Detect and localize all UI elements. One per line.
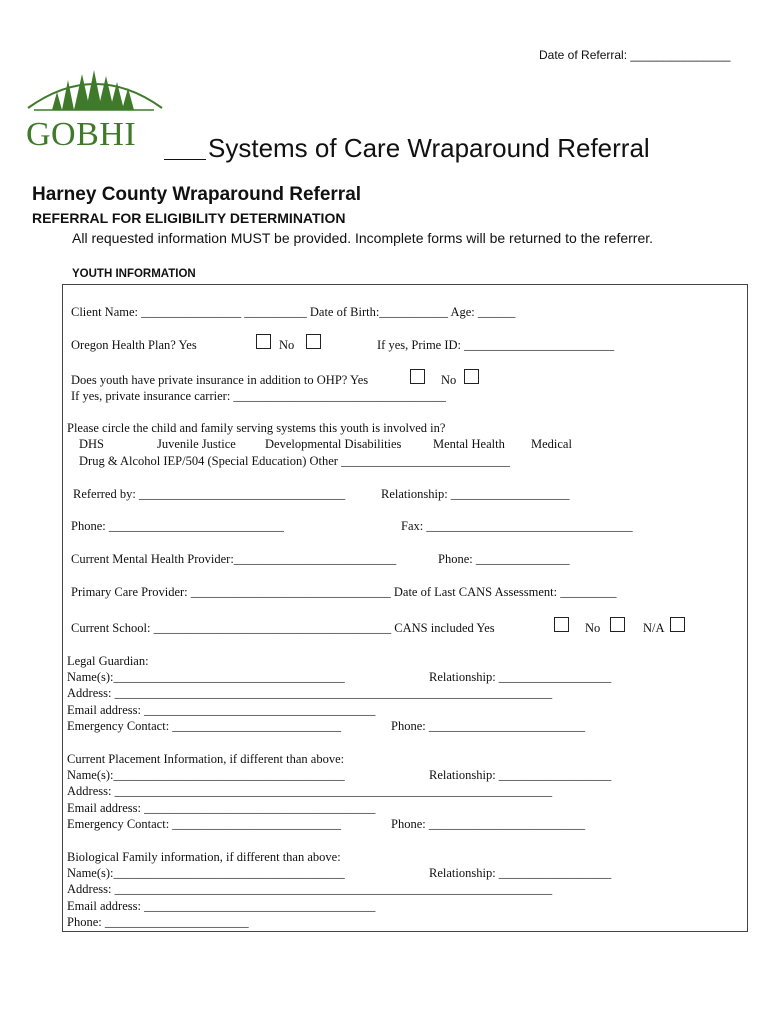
cans-na-checkbox[interactable] bbox=[670, 617, 685, 632]
guardian-phone-field[interactable]: Phone: _________________________ bbox=[391, 719, 586, 733]
bio-phone-field[interactable]: Phone: _______________________ bbox=[67, 915, 249, 929]
legal-guardian-heading: Legal Guardian: bbox=[67, 654, 149, 668]
guardian-emergency-contact-field[interactable]: Emergency Contact: ___________________________ bbox=[67, 719, 342, 733]
gobhi-logo bbox=[24, 66, 166, 154]
system-option-mental-health[interactable]: Mental Health bbox=[433, 437, 505, 451]
cans-no-checkbox[interactable] bbox=[610, 617, 625, 632]
ohp-no-label: No bbox=[279, 338, 295, 352]
cans-no-label: No bbox=[585, 621, 601, 635]
phone-field[interactable]: Phone: ____________________________ bbox=[71, 519, 284, 533]
system-option-dhs[interactable]: DHS bbox=[79, 437, 105, 451]
private-insurance-question: Does youth have private insurance in addition to OHP? Yes bbox=[71, 373, 369, 387]
prime-id-field[interactable]: If yes, Prime ID: ________________________ bbox=[377, 338, 615, 352]
guardian-relationship-field[interactable]: Relationship: __________________ bbox=[429, 670, 612, 684]
placement-heading: Current Placement Information, if different than above: bbox=[67, 752, 345, 766]
bio-address-field[interactable]: Address: ______________________________________________________________________ bbox=[67, 882, 553, 896]
guardian-address-field[interactable]: Address: ______________________________________________________________________ bbox=[67, 686, 553, 700]
cans-yes-checkbox[interactable] bbox=[554, 617, 569, 632]
county-title: Harney County Wraparound Referral bbox=[32, 184, 362, 205]
systems-question: Please circle the child and family serving systems this youth is involved in? bbox=[67, 421, 446, 435]
date-of-referral-field[interactable]: Date of Referral: _______________ bbox=[539, 48, 731, 62]
system-option-developmental-disabilities[interactable]: Developmental Disabilities bbox=[265, 437, 402, 451]
private-insurance-no-label: No bbox=[441, 373, 457, 387]
section-label-youth-information: YOUTH INFORMATION bbox=[72, 268, 196, 280]
current-school-field[interactable]: Current School: ______________________________________ CANS included Yes bbox=[71, 621, 495, 635]
private-insurance-no-checkbox[interactable] bbox=[464, 369, 479, 384]
placement-relationship-field[interactable]: Relationship: __________________ bbox=[429, 768, 612, 782]
mental-health-provider-field[interactable]: Current Mental Health Provider:__________________________ bbox=[71, 552, 397, 566]
referrer-relationship-field[interactable]: Relationship: ___________________ bbox=[381, 487, 570, 501]
cans-na-label: N/A bbox=[643, 621, 665, 635]
ohp-yes-checkbox[interactable] bbox=[256, 334, 271, 349]
placement-phone-field[interactable]: Phone: _________________________ bbox=[391, 817, 586, 831]
private-carrier-field[interactable]: If yes, private insurance carrier: __________________________________ bbox=[71, 389, 446, 403]
system-options-line-2[interactable]: Drug & Alcohol IEP/504 (Special Education) Other ___________________________ bbox=[79, 454, 510, 468]
page-title: Systems of Care Wraparound Referral bbox=[208, 133, 650, 163]
bio-email-field[interactable]: Email address: _____________________________________ bbox=[67, 899, 376, 913]
guardian-email-field[interactable]: Email address: _____________________________________ bbox=[67, 703, 376, 717]
ohp-no-checkbox[interactable] bbox=[306, 334, 321, 349]
mental-health-provider-phone-field[interactable]: Phone: _______________ bbox=[438, 552, 570, 566]
placement-names-field[interactable]: Name(s):_____________________________________ bbox=[67, 768, 345, 782]
guardian-names-field[interactable]: Name(s):_____________________________________ bbox=[67, 670, 345, 684]
fax-field[interactable]: Fax: _________________________________ bbox=[401, 519, 633, 533]
title-underline bbox=[164, 159, 206, 160]
bio-names-field[interactable]: Name(s):_____________________________________ bbox=[67, 866, 345, 880]
ohp-label: Oregon Health Plan? Yes bbox=[71, 338, 197, 352]
client-name-field[interactable]: Client Name: ________________ __________ Date of Birth:___________ Age: ______ bbox=[71, 305, 516, 319]
youth-information-form bbox=[62, 284, 748, 932]
bio-relationship-field[interactable]: Relationship: __________________ bbox=[429, 866, 612, 880]
subtitle: REFERRAL FOR ELIGIBILITY DETERMINATION bbox=[32, 210, 346, 226]
private-insurance-yes-checkbox[interactable] bbox=[410, 369, 425, 384]
system-option-juvenile-justice[interactable]: Juvenile Justice bbox=[157, 437, 236, 451]
referred-by-field[interactable]: Referred by: _________________________________ bbox=[73, 487, 346, 501]
placement-email-field[interactable]: Email address: _____________________________________ bbox=[67, 801, 376, 815]
primary-care-provider-field[interactable]: Primary Care Provider: ________________________________ Date of Last CANS Assessment: _________ bbox=[71, 585, 617, 599]
system-option-medical[interactable]: Medical bbox=[531, 437, 572, 451]
placement-emergency-contact-field[interactable]: Emergency Contact: ___________________________ bbox=[67, 817, 342, 831]
placement-address-field[interactable]: Address: ______________________________________________________________________ bbox=[67, 784, 553, 798]
biological-family-heading: Biological Family information, if different than above: bbox=[67, 850, 341, 864]
logo-wordmark: GOBHI bbox=[26, 116, 137, 153]
instruction-text: All requested information MUST be provided. Incomplete forms will be returned to the referrer. bbox=[72, 230, 654, 246]
